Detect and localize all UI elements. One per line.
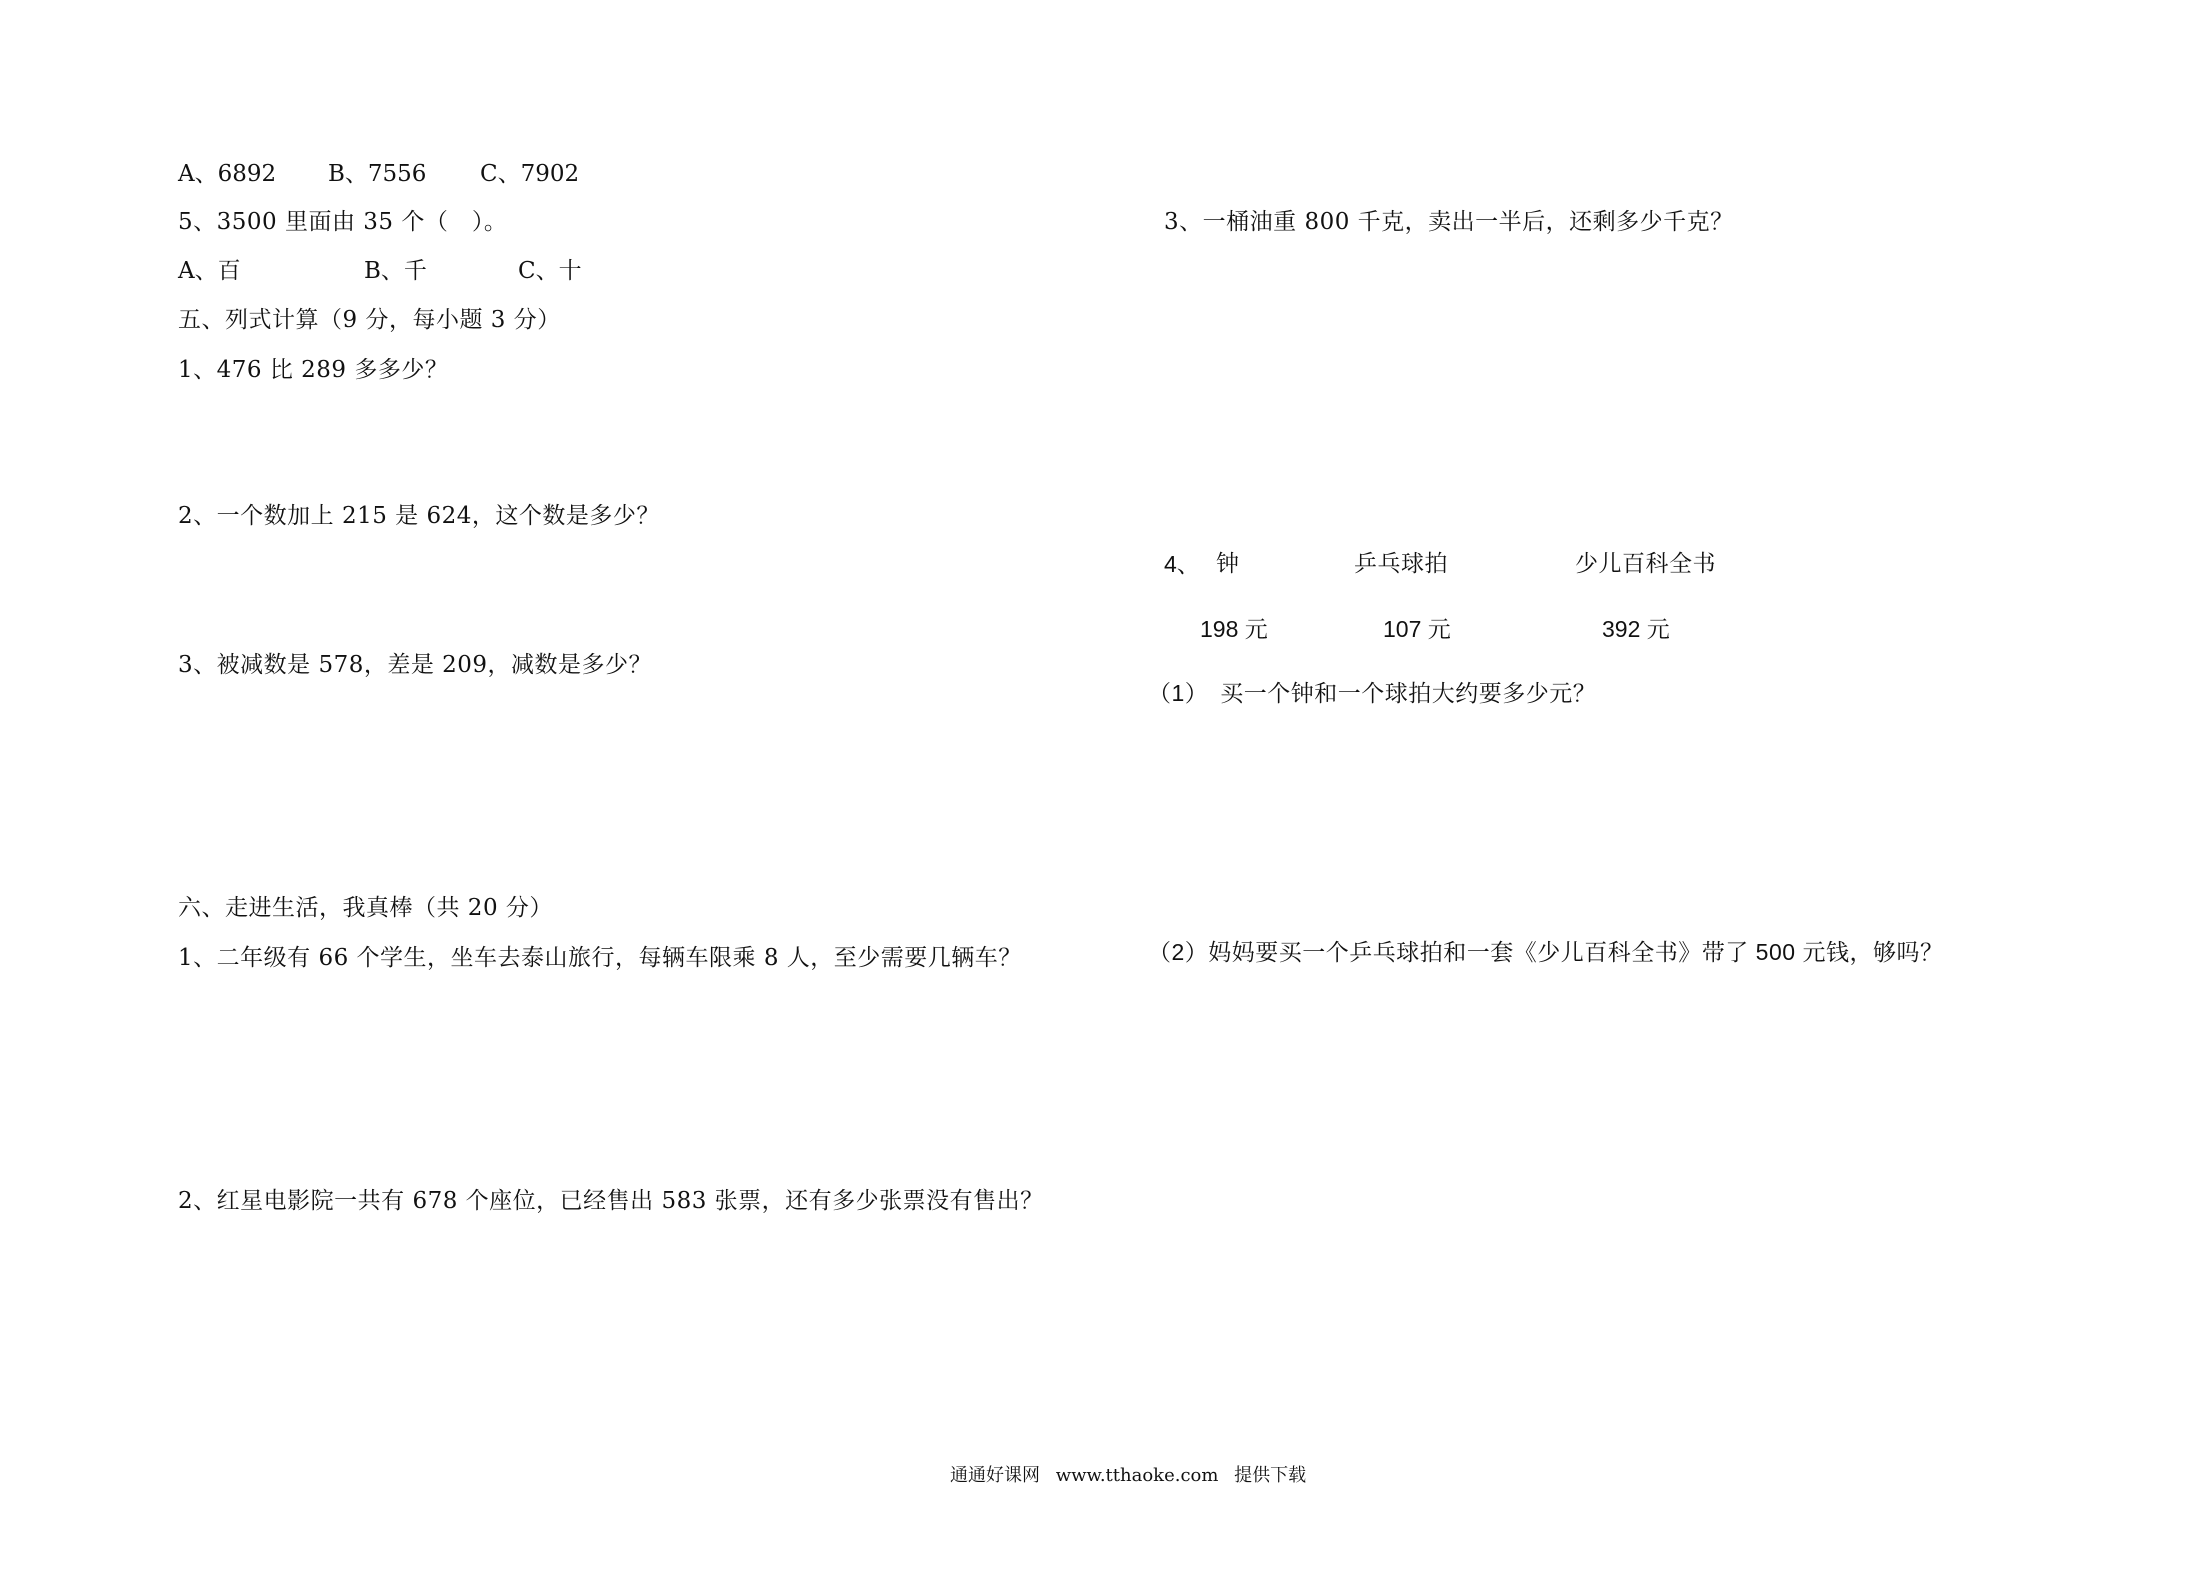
right-question-3: 3、一桶油重 800 千克，卖出一半后，还剩多少千克？ [1164,209,1734,235]
q5-option-b: B、千 [364,258,427,284]
section-5-question-1: 1、476 比 289 多多少？ [178,357,449,383]
footer-site-name: 通通好课网 [950,1465,1040,1486]
footer-url[interactable]: www.tthaoke.com [1055,1465,1219,1486]
item-encyclopedia-name: 少儿百科全书 [1575,551,1716,577]
section-6-question-1: 1、二年级有 66 个学生，坐车去泰山旅行，每辆车限乘 8 人，至少需要几辆车？ [178,945,1022,971]
footer [950,1464,1316,1488]
item-clock-price: 198 元 [1200,616,1268,642]
question-5: 5、3500 里面由 35 个（ ）。 [178,209,508,235]
q4-option-a: A、6892 [178,161,277,187]
item-racket-name: 乒乓球拍 [1354,551,1448,577]
section-6-title: 六、走进生活，我真棒（共 20 分） [178,895,553,921]
footer-suffix: 提供下载 [1234,1465,1307,1486]
section-6-question-2: 2、红星电影院一共有 678 个座位，已经售出 583 张票，还有多少张票没有售出？ [178,1188,1044,1214]
right-question-4-sub-2: （2）妈妈要买一个乒乓球拍和一套《少儿百科全书》带了 500 元钱，够吗？ [1148,939,1944,965]
item-encyclopedia-price: 392 元 [1602,616,1670,642]
item-clock-name: 钟 [1216,551,1240,577]
right-question-4-number: 4、 [1164,551,1200,577]
q4-option-b: B、7556 [328,161,427,187]
q4-option-c: C、7902 [480,161,580,187]
right-question-4-sub-1: （1） 买一个钟和一个球拍大约要多少元？ [1148,680,1597,706]
section-5-question-2: 2、一个数加上 215 是 624，这个数是多少？ [178,503,660,529]
q5-option-a: A、百 [178,258,241,284]
section-5-title: 五、列式计算（9 分，每小题 3 分） [178,307,561,333]
section-5-question-3: 3、被减数是 578，差是 209，减数是多少？ [178,652,653,678]
item-racket-price: 107 元 [1383,616,1451,642]
q5-option-c: C、十 [518,258,582,284]
